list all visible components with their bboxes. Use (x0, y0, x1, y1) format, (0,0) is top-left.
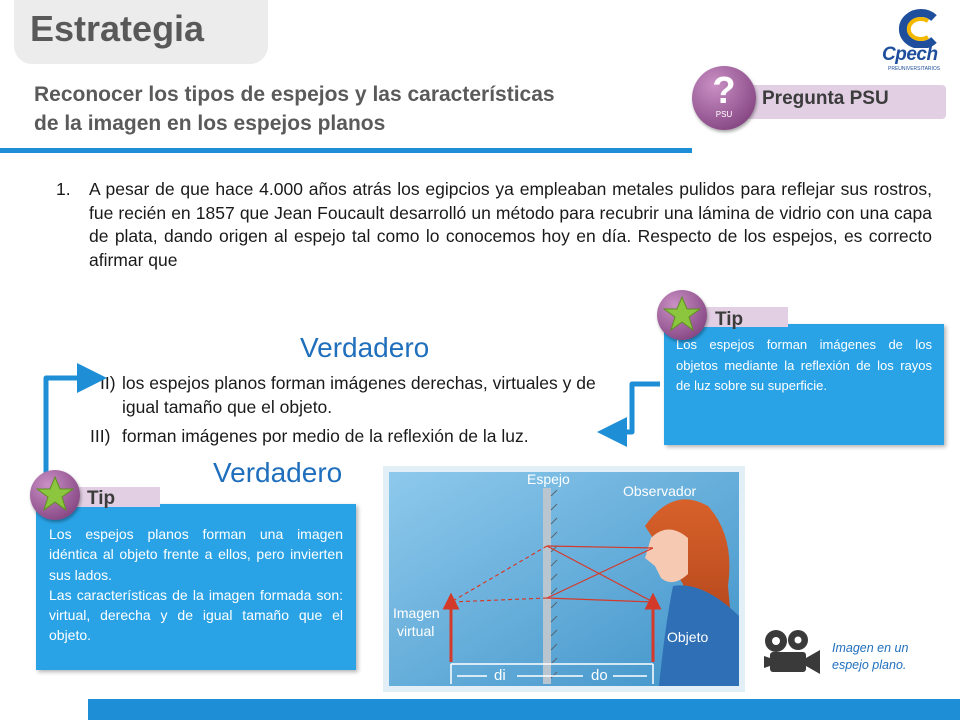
verdict-option-3: Verdadero (213, 457, 343, 488)
tip-band-1 (700, 307, 788, 327)
question-text: A pesar de que hace 4.000 años atrás los egipcios ya empleaban metales pulidos para reflejar sus rostros, fue recién en 1857 que Jean Foucault desarrolló un método para recubrir una lámina de vidrio con una capa de plata, dando origen al espejo tal como lo conocemos hoy en día. Respecto de los espejos, es correcto afirmar que (89, 179, 932, 270)
cpech-logo (878, 8, 954, 74)
tip-text: Las características de la imagen formada son: virtual, derecha y de igual tamaño que el objeto. (49, 586, 343, 644)
tip-text: Los espejos planos forman una imagen idéntica al objeto frente a ellos, pero invierten sus lados. (49, 526, 343, 583)
option-numeral: II) (100, 373, 116, 393)
mirror (543, 488, 551, 684)
logo-subtext: PREUNIVERSITARIOS (888, 66, 941, 72)
diagram-caption: Imagen en un espejo plano. (832, 641, 909, 672)
tip-label-2: Tip (87, 488, 116, 509)
tip-box-1 (664, 324, 944, 445)
image-label-1: Imagen (393, 605, 440, 621)
cpech-c-icon (878, 8, 954, 48)
observer-label: Observador (623, 483, 697, 499)
mirror-label: Espejo (527, 471, 570, 487)
object-label: Objeto (667, 629, 709, 645)
psu-icon-glyph: ? (712, 70, 736, 112)
subtitle (34, 80, 694, 138)
image-label-2: virtual (397, 623, 435, 639)
question-number: 1. (56, 179, 71, 199)
option-numeral: III) (90, 426, 111, 446)
logo-text: Cpech (882, 44, 938, 65)
verdict-option-2: Verdadero (300, 332, 430, 363)
option-text: los espejos planos forman imágenes derechas, virtuales y de igual tamaño que el objeto. (122, 373, 596, 417)
subtitle-line2: de la imagen en los espejos planos (34, 112, 386, 135)
bottom-bar (88, 699, 960, 720)
do-label: do (591, 667, 608, 684)
subtitle-underline (0, 148, 692, 153)
option-text: forman imágenes por medio de la reflexión de la luz. (122, 426, 529, 446)
tip-box-2 (36, 504, 356, 670)
video-camera-icon[interactable] (762, 628, 826, 680)
plane-mirror-diagram (383, 466, 745, 692)
tip-label-1: Tip (715, 309, 744, 330)
page-title: Estrategia (30, 8, 205, 49)
di-label: di (494, 667, 506, 684)
tip-text: Los espejos forman imágenes de los objetos mediante la reflexión de los rayos de luz sobre su superficie. (676, 337, 932, 393)
arrow-tip2-to-option2 (46, 378, 92, 476)
question-mark-icon (692, 66, 756, 130)
psu-label: Pregunta PSU (762, 88, 889, 109)
psu-icon-text: PSU (715, 110, 733, 119)
star-icon (657, 290, 707, 340)
tip-band-2 (72, 487, 160, 507)
star-icon (30, 470, 80, 520)
subtitle-line1: Reconocer los tipos de espejos y las características (34, 83, 555, 106)
